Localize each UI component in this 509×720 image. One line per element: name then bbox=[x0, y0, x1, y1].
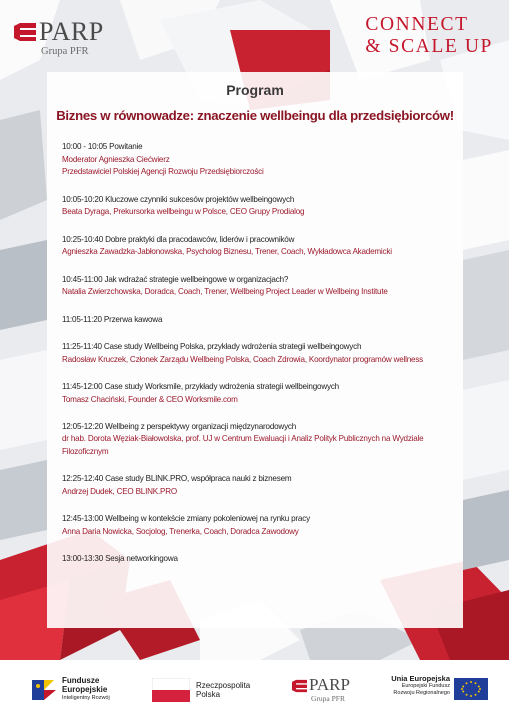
parp-logo-subtitle: Grupa PFR bbox=[41, 46, 89, 57]
agenda-time: 10:45-11:00 bbox=[62, 274, 103, 284]
parp-footer-subtitle: Grupa PFR bbox=[311, 694, 345, 703]
agenda-title: Wellbeing w kontekście zmiany pokoleniowej na rynku pracy bbox=[105, 514, 310, 524]
fundusze-europejskie-star-icon bbox=[30, 678, 58, 702]
ue-line-3: Rozwoju Regionalnego bbox=[393, 690, 450, 696]
fe-line-1: Fundusze bbox=[62, 676, 100, 685]
agenda-time: 13:00-13:30 bbox=[62, 554, 104, 564]
agenda-speaker: Moderator Agnieszka Ciećwierz bbox=[62, 154, 170, 164]
event-title-line-2: & SCALE UP bbox=[365, 36, 493, 57]
agenda-item-heading bbox=[62, 513, 457, 526]
fe-line-2: Europejskie bbox=[62, 685, 108, 694]
program-title: Program bbox=[226, 82, 284, 98]
agenda-item bbox=[62, 274, 457, 299]
program-subtitle: Biznes w równowadze: znaczenie wellbeingu dla przedsiębiorców! bbox=[56, 108, 454, 123]
agenda-item bbox=[62, 141, 457, 179]
agenda-item-heading bbox=[62, 341, 457, 354]
agenda-item bbox=[62, 341, 457, 366]
agenda-time: 12:05-12:20 bbox=[62, 421, 104, 431]
agenda-time: 10:05-10:20 bbox=[62, 194, 104, 204]
agenda-speaker: dr hab. Dorota Węziak-Białowolska, prof. UJ w Centrum Ewaluacji i Analiz Polityk Publicznych na Wydziale bbox=[62, 434, 424, 444]
agenda-speaker: Anna Daria Nowicka, Socjolog, Trenerka, Coach, Doradca Zawodowy bbox=[62, 527, 299, 537]
eu-flag-icon bbox=[454, 678, 488, 700]
agenda-speaker: Filozoficznym bbox=[62, 447, 109, 457]
agenda-item-heading bbox=[62, 274, 457, 287]
agenda-item bbox=[62, 234, 457, 259]
agenda-item bbox=[62, 314, 457, 327]
agenda-speaker: Andrzej Dudek, CEO BLINK.PRO bbox=[62, 487, 177, 497]
rp-line-2: Polska bbox=[196, 690, 221, 699]
agenda-speaker: Agnieszka Zawadzka-Jabłonowska, Psycholog Biznesu, Trener, Coach, Wykładowca Akademicki bbox=[62, 247, 392, 257]
agenda-item-heading bbox=[62, 194, 457, 207]
agenda-item-heading bbox=[62, 381, 457, 394]
parp-mark-icon bbox=[14, 22, 36, 42]
agenda-title: Case study BLINK.PRO, współpraca nauki z biznesem bbox=[105, 474, 292, 484]
agenda-item-heading bbox=[62, 553, 457, 566]
agenda-title: Przerwa kawowa bbox=[103, 314, 163, 324]
agenda-title: Jak wdrażać strategie wellbeingowe w organizacjach? bbox=[104, 274, 289, 284]
parp-footer-mark-icon bbox=[292, 679, 307, 693]
event-title bbox=[365, 14, 493, 58]
agenda-item bbox=[62, 513, 457, 538]
agenda-title: Kluczowe czynniki sukcesów projektów wellbeingowych bbox=[105, 194, 295, 204]
agenda-item-heading bbox=[62, 421, 457, 434]
agenda-time: 11:45-12:00 bbox=[62, 381, 103, 391]
polish-flag-icon bbox=[152, 678, 190, 702]
agenda-time: 12:25-12:40 bbox=[62, 474, 104, 484]
agenda-title: Case study Wellbeing Polska, przykłady wdrożenia strategii wellbeingowych bbox=[103, 341, 362, 351]
funding-footer bbox=[0, 660, 509, 720]
agenda-item-heading bbox=[62, 473, 457, 486]
fe-line-3: Inteligentny Rozwój bbox=[62, 695, 110, 701]
parp-footer-word: PARP bbox=[309, 675, 350, 694]
agenda-title: Wellbeing z perspektywy organizacji międzynarodowych bbox=[105, 421, 297, 431]
agenda-time: 10:00 - 10:05 bbox=[62, 142, 108, 151]
agenda-title: Powitanie bbox=[109, 142, 143, 151]
rp-line-1: Rzeczpospolita bbox=[196, 681, 251, 690]
parp-logo-word: PARP bbox=[39, 17, 104, 46]
agenda-item-heading bbox=[62, 314, 457, 327]
agenda-item bbox=[62, 553, 457, 566]
event-title-line-1: CONNECT bbox=[365, 14, 469, 35]
agenda-time: 11:05-11:20 bbox=[62, 314, 102, 324]
agenda-title: Sesja networkingowa bbox=[105, 554, 178, 564]
agenda-speaker: Tomasz Chaciński, Founder & CEO Worksmile.com bbox=[62, 394, 238, 404]
agenda-item-heading bbox=[62, 234, 457, 247]
agenda-time: 11:25-11:40 bbox=[62, 341, 102, 351]
agenda-speaker: Radosław Kruczek, Członek Zarządu Wellbeing Polska, Coach Zdrowia, Koordynator programów wellness bbox=[62, 354, 424, 364]
agenda-time: 10:25-10:40 bbox=[62, 234, 104, 244]
agenda-speaker: Natalia Zwierzchowska, Doradca, Coach, Trener, Wellbeing Project Leader w Wellbeing Institute bbox=[62, 287, 388, 297]
agenda-title: Case study Worksmile, przykłady wdrożenia strategii wellbeingowych bbox=[104, 381, 339, 391]
agenda-item bbox=[62, 421, 457, 459]
agenda-item bbox=[62, 473, 457, 498]
agenda-item bbox=[62, 194, 457, 219]
agenda-time: 12:45-13:00 bbox=[62, 514, 104, 524]
agenda-item bbox=[62, 381, 457, 406]
program-card bbox=[47, 72, 463, 628]
agenda-speaker: Przedstawiciel Polskiej Agencji Rozwoju Przedsiębiorczości bbox=[62, 167, 264, 177]
agenda-title: Dobre praktyki dla pracodawców, liderów i pracowników bbox=[105, 234, 295, 244]
agenda-speaker: Beata Dyraga, Prekursorka wellbeingu w Polsce, CEO Grupy Prodialog bbox=[62, 207, 305, 217]
ue-line-2: Europejski Fundusz bbox=[401, 683, 450, 689]
agenda-item-heading bbox=[62, 141, 457, 154]
ue-line-1: Unia Europejska bbox=[391, 674, 450, 683]
agenda-list bbox=[62, 141, 457, 581]
